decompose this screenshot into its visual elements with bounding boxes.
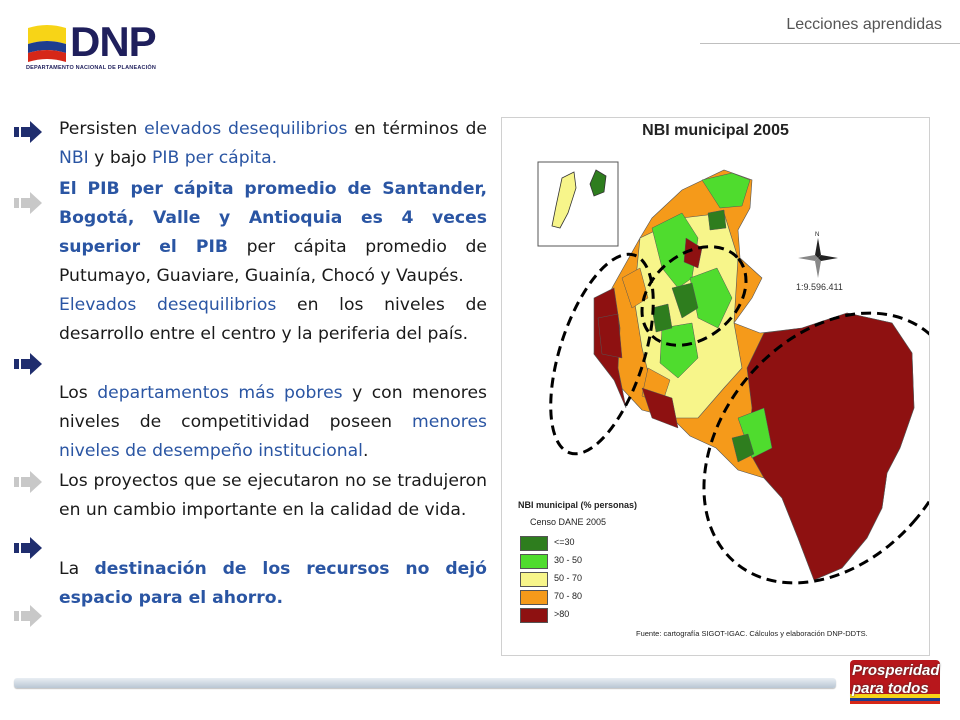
legend-subtitle: Censo DANE 2005	[530, 517, 607, 527]
logo-subtitle: DEPARTAMENTO NACIONAL DE PLANEACIÓN	[26, 65, 157, 71]
bullet-segment: .	[362, 441, 369, 461]
colombia-flag-icon	[26, 24, 68, 64]
legend-swatch	[520, 554, 548, 569]
legend-item	[520, 608, 640, 622]
logo-text: DNP	[70, 18, 156, 65]
bullet-segment: y con menores niveles de competitividad poseen	[59, 383, 487, 432]
legend-label: 50 - 70	[554, 573, 583, 583]
bullet-segment: y bajo	[88, 148, 153, 168]
bullet-segment: Persisten	[59, 119, 145, 139]
footer-bar	[14, 678, 836, 688]
legend-label: >80	[554, 609, 570, 619]
legend-swatch	[520, 536, 548, 551]
svg-text:N: N	[815, 232, 820, 238]
bullet-segment: en los niveles de desarrollo entre el centro y la periferia del país.	[59, 295, 487, 344]
bullet-segment: El PIB per cápita promedio de Santander, Bogotá, Valle y Antioquia es 4 veces superior el PIB	[59, 179, 487, 257]
bullet-segment: en términos de	[347, 119, 487, 139]
bullet-segment: Los	[59, 383, 98, 403]
legend-label: 70 - 80	[554, 591, 583, 601]
legend-item	[520, 572, 640, 586]
bullet-text-3	[59, 291, 487, 349]
legend-item	[520, 554, 640, 568]
map-title: NBI municipal 2005	[642, 122, 789, 139]
bullet-segment: menores niveles de desempeño institucional	[59, 412, 487, 461]
bullet-segment: La	[59, 559, 95, 579]
logo-line-2: para todos	[852, 680, 929, 697]
bullet-text-4	[59, 379, 487, 466]
map-source: Fuente: cartografía SIGOT-IGAC. Cálculos y elaboración DNP-DDTS.	[636, 629, 868, 638]
prosperidad-logo	[850, 660, 940, 704]
arrow-right-icon	[14, 537, 44, 559]
legend-item	[520, 536, 640, 550]
legend-label: <=30	[554, 537, 575, 547]
bullet-segment: elevados desequilibrios	[144, 119, 348, 139]
arrow-right-icon	[14, 353, 44, 375]
logo-line-1: Prosperidad	[852, 662, 940, 679]
arrow-right-icon	[14, 471, 44, 493]
bullet-segment: Los proyectos que se ejecutaron no se tradujeron en un cambio importante en la calidad de vida.	[59, 471, 487, 520]
compass-rose-icon	[798, 232, 838, 278]
legend-swatch	[520, 572, 548, 587]
arrow-right-icon	[14, 121, 44, 143]
legend-item	[520, 590, 640, 604]
map-scale: 1:9.596.411	[796, 282, 843, 292]
dnp-logo	[26, 18, 186, 72]
bullet-text-1	[59, 115, 487, 173]
legend-swatch	[520, 590, 548, 605]
section-title: Lecciones aprendidas	[786, 16, 942, 33]
header-divider	[700, 43, 960, 44]
bullet-segment: Elevados desequilibrios	[59, 295, 277, 315]
legend-swatch	[520, 608, 548, 623]
bullet-segment: per cápita promedio de Putumayo, Guaviare, Guainía, Chocó y Vaupés.	[59, 237, 487, 286]
bullet-text-5	[59, 467, 487, 525]
legend-title: NBI municipal (% personas)	[518, 500, 638, 510]
bullet-text-2	[59, 175, 487, 291]
nbi-map	[501, 117, 930, 656]
legend-label: 30 - 50	[554, 555, 583, 565]
bullet-text-6	[59, 555, 487, 613]
arrow-right-icon	[14, 605, 44, 627]
arrow-right-icon	[14, 192, 44, 214]
bullet-segment: destinación de los recursos no dejó espacio para el ahorro.	[59, 559, 487, 608]
flag-stripe-red	[850, 701, 940, 704]
bullet-segment: departamentos más pobres	[97, 383, 343, 403]
bullet-segment: PIB per cápita.	[152, 148, 278, 168]
bullet-segment: NBI	[59, 148, 89, 168]
